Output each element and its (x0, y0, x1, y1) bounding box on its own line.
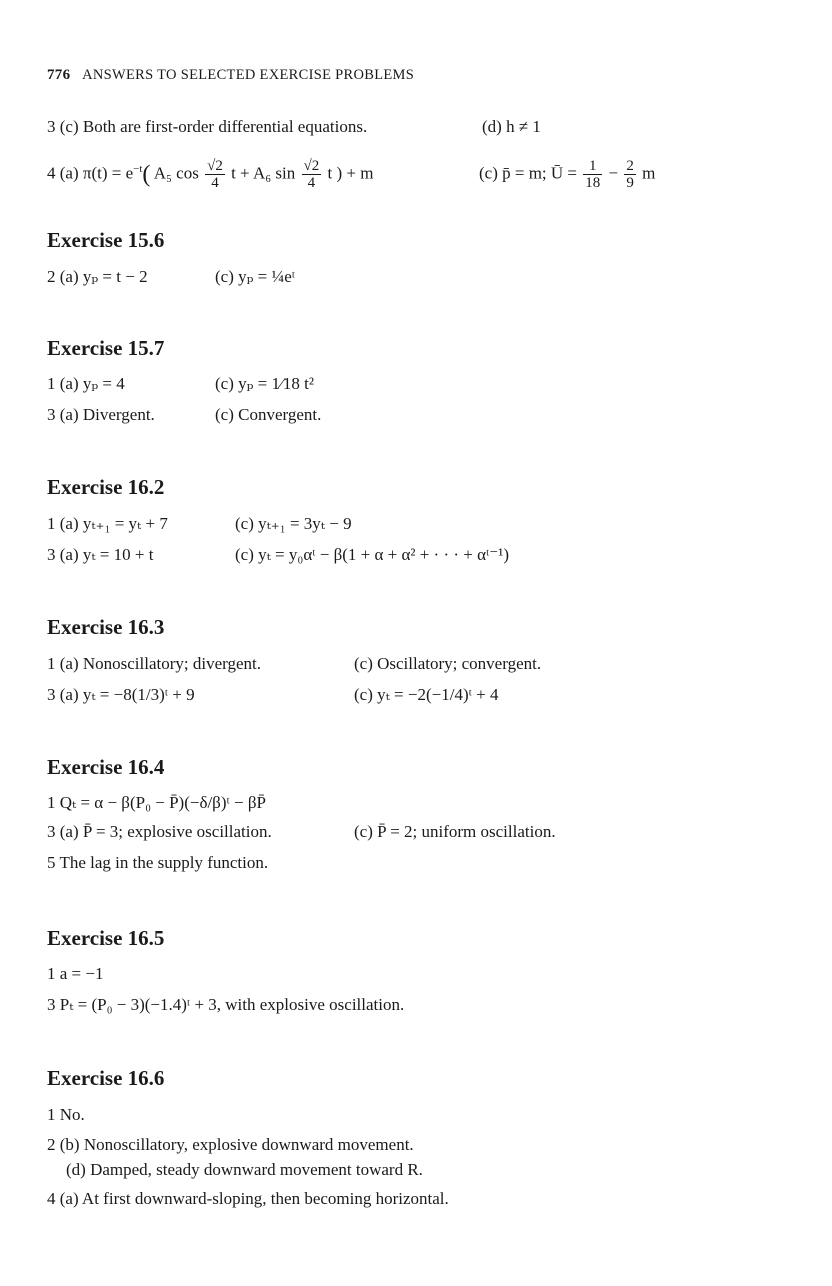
answer-row-right: (c) Oscillatory; convergent. (354, 654, 542, 673)
section-heading: Exercise 16.6 (47, 1066, 165, 1090)
fraction-1-over-18: $\frac{1}{18}$ (585, 158, 601, 191)
answer-line-4a: 4 (a) $\pi(t) = e^{-t}$( A₅ cos $\frac{√2}{4}$ t + A₆ sin $\frac{√2}{4}$ t ) + m (47, 158, 374, 191)
answer-row-left: 4 (a) At first downward-sloping, then becoming horizontal. (47, 1189, 449, 1208)
answer-row-right: (c) yₚ = 1⁄18 t² (215, 374, 314, 393)
answer-row-right: (c) yₚ = ¼eᵗ (215, 267, 296, 286)
answer-line-3c: 3 (c) Both are first-order differential equations. (47, 117, 368, 136)
answer-line-4c: (c) p̄ = m; Ū = $\frac{1}{18}$ − $\frac{2}{9}$ m (479, 158, 656, 191)
section-heading: Exercise 16.3 (47, 615, 165, 639)
section-heading: Exercise 15.6 (47, 228, 165, 252)
answer-row-left: 1 (a) yₚ = 4 (47, 374, 125, 393)
running-header (47, 67, 414, 84)
section-heading: Exercise 16.2 (47, 475, 165, 499)
answer-row-left: 2 (b) Nonoscillatory, explosive downward movement. (47, 1135, 414, 1154)
answer-row-left: 1 (a) yₜ₊₁ = yₜ + 7 (47, 514, 168, 533)
answer-row-left: 3 (a) P̄ = 3; explosive oscillation. (47, 822, 272, 841)
running-title: ANSWERS TO SELECTED EXERCISE PROBLEMS (82, 67, 415, 83)
answer-row-left: 3 (a) yₜ = −8(1/3)ᵗ + 9 (47, 685, 195, 704)
answer-row-right: (c) P̄ = 2; uniform oscillation. (354, 822, 556, 841)
page-number: 776 (47, 67, 71, 83)
answer-row-right: (c) Convergent. (215, 405, 322, 424)
answer-row-left: 2 (a) yₚ = t − 2 (47, 267, 148, 286)
answer-row-left: 1 a = −1 (47, 964, 104, 983)
section-heading: Exercise 15.7 (47, 336, 165, 360)
answer-row-left: 1 (a) Nonoscillatory; divergent. (47, 654, 262, 673)
answer-line-3d: (d) h ≠ 1 (482, 117, 541, 136)
fraction-sqrt2-over-4: $\frac{√2}{4}$ (207, 158, 223, 191)
answer-row-left: 3 (a) yₜ = 10 + t (47, 545, 154, 564)
answer-row-left: 5 The lag in the supply function. (47, 853, 269, 872)
fraction-sqrt2-over-4: $\frac{√2}{4}$ (303, 158, 320, 191)
answer-row-left: (d) Damped, steady downward movement toward R. (66, 1160, 423, 1179)
section-heading: Exercise 16.5 (47, 926, 165, 950)
fraction-2-over-9: $\frac{2}{9}$ (626, 158, 634, 191)
answer-row-right: (c) yₜ = y₀αᵗ − β(1 + α + α² + · · · + αᵗ⁻¹) (235, 545, 510, 564)
answer-row-left: 3 (a) Divergent. (47, 405, 155, 424)
answer-row-right: (c) yₜ = −2(−1/4)ᵗ + 4 (354, 685, 499, 704)
section-heading: Exercise 16.4 (47, 755, 165, 779)
answer-row-left: 1 No. (47, 1105, 85, 1124)
answer-row-left: 1 Qₜ = α − β(P₀ − P̄)(−δ/β)ᵗ − βP̄ (47, 793, 266, 812)
answer-row-left: 3 Pₜ = (P₀ − 3)(−1.4)ᵗ + 3, with explosive oscillation. (47, 995, 405, 1014)
answer-row-right: (c) yₜ₊₁ = 3yₜ − 9 (235, 514, 352, 533)
